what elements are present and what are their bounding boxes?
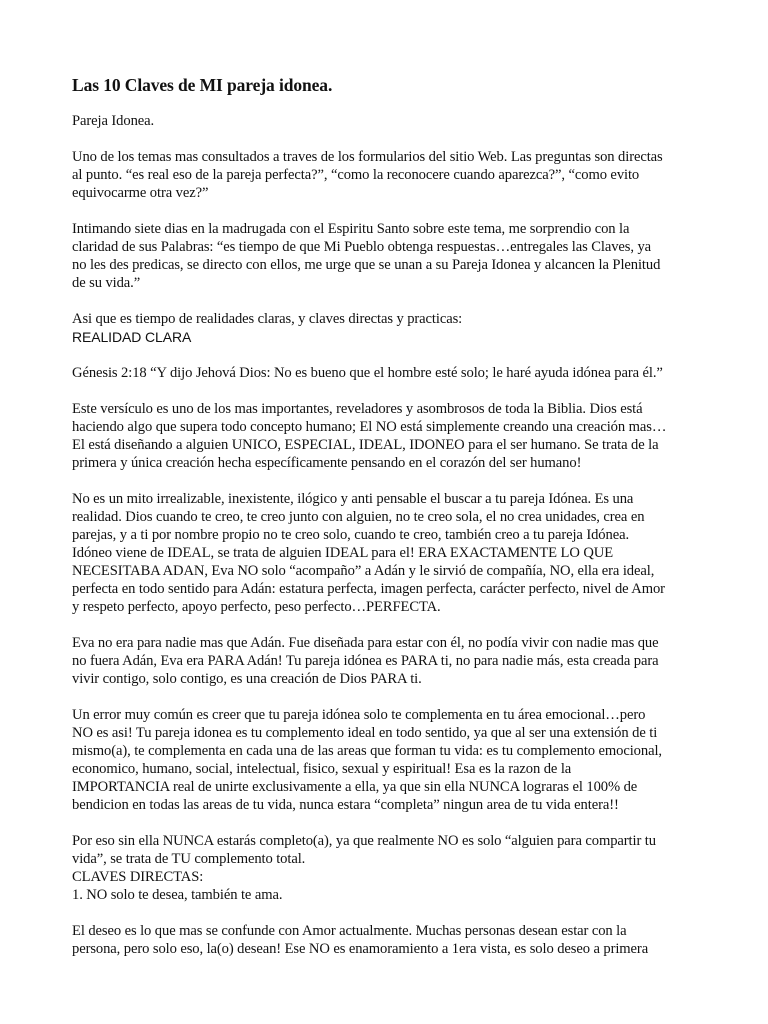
- text-line: Eva no era para nadie mas que Adán. Fue diseñada para estar con él, no podía vivir con nadie mas que: [72, 635, 659, 651]
- text-line: claridad de sus Palabras: “es tiempo de que Mi Pueblo obtenga respuestas…entregales las Claves, ya: [72, 239, 652, 255]
- text-line: Idóneo viene de IDEAL, se trata de alguien IDEAL para el! ERA EXACTAMENTE LO QUE: [72, 545, 614, 561]
- paragraph: [72, 400, 698, 472]
- text-line: vida”, se trata de TU complemento total.: [72, 851, 306, 867]
- paragraph: [72, 634, 698, 688]
- document-title: Las 10 Claves de MI pareja idonea.: [72, 75, 333, 95]
- text-line: El deseo es lo que mas se confunde con Amor actualmente. Muchas personas desean estar con la: [72, 923, 627, 939]
- text-line: Por eso sin ella NUNCA estarás completo(a), ya que realmente NO es solo “alguien para compartir tu: [72, 833, 656, 849]
- paragraph: [72, 148, 698, 202]
- text-line: haciendo algo que supera todo concepto humano; El NO está simplemente creando una creación mas…: [72, 419, 667, 435]
- text-line: equivocarme otra vez?”: [72, 185, 209, 201]
- text-line: primera y única creación hecha específicamente pensando en el corazón del ser humano!: [72, 455, 582, 471]
- text-line: El está diseñando a alguien UNICO, ESPECIAL, IDEAL, IDONEO para el ser humano. Se trata de la: [72, 437, 659, 453]
- text-line: Un error muy común es creer que tu pareja idónea solo te complementa en tu área emocional…pero: [72, 707, 646, 723]
- text-line: IMPORTANCIA real de unirte exclusivamente a ella, ya que sin ella NUNCA lograras el 100% de: [72, 779, 638, 795]
- text-line: al punto. “es real eso de la pareja perfecta?”, “como la reconocere cuando aparezca?”, “como evito: [72, 167, 640, 183]
- paragraph: [72, 832, 698, 904]
- text-line: NECESITABA ADAN, Eva NO solo “acompaño” a Adán y le sirvió de compañía, NO, ella era ideal,: [72, 563, 655, 579]
- paragraph: [72, 364, 698, 382]
- paragraph: [72, 706, 698, 814]
- text-line: Asi que es tiempo de realidades claras, y claves directas y practicas:: [72, 311, 463, 327]
- document-body: [72, 112, 698, 958]
- text-line: vivir contigo, solo contigo, es una creación de Dios PARA ti.: [72, 671, 422, 687]
- text-line: REALIDAD CLARA: [72, 329, 192, 345]
- text-line: parejas, y a ti por nombre propio no te creo solo, cuando te creo, también creo a tu pareja Idónea.: [72, 527, 630, 543]
- text-line: bendicion en todas las areas de tu vida, nunca estara “completa” ningun area de tu vida entera!!: [72, 797, 619, 813]
- text-line: NO es asi! Tu pareja idonea es tu complemento ideal en todo sentido, ya que al ser una extensión de ti: [72, 725, 658, 741]
- document-page: [72, 74, 698, 976]
- text-line: Este versículo es uno de los mas importantes, reveladores y asombrosos de toda la Biblia. Dios está: [72, 401, 643, 417]
- text-line: persona, pero solo eso, la(o) desean! Ese NO es enamoramiento a 1era vista, es solo deseo a primera: [72, 941, 649, 957]
- text-line: economico, humano, social, intelectual, fisico, sexual y espiritual! Esa es la razon de la: [72, 761, 572, 777]
- text-line: Uno de los temas mas consultados a traves de los formularios del sitio Web. Las preguntas son directas: [72, 149, 663, 165]
- text-line: y respeto perfecto, apoyo perfecto, peso perfecto…PERFECTA.: [72, 599, 441, 615]
- text-line: realidad. Dios cuando te creo, te creo junto con alguien, no te creo sola, el no crea unidades, crea en: [72, 509, 645, 525]
- text-line: mismo(a), te complementa en cada una de las areas que forman tu vida: es tu complemento emocional,: [72, 743, 662, 759]
- paragraph: [72, 112, 698, 130]
- paragraph: [72, 310, 698, 346]
- text-line: No es un mito irrealizable, inexistente, ilógico y anti pensable el buscar a tu pareja Idónea. Es una: [72, 491, 634, 507]
- text-line: CLAVES DIRECTAS:: [72, 869, 204, 885]
- paragraph: [72, 490, 698, 616]
- text-line: 1. NO solo te desea, también te ama.: [72, 887, 283, 903]
- text-line: perfecta en todo sentido para Adán: estatura perfecta, imagen perfecta, carácter perfecto, nivel de Amor: [72, 581, 665, 597]
- paragraph: [72, 220, 698, 292]
- text-line: de su vida.”: [72, 275, 141, 291]
- text-line: Pareja Idonea.: [72, 113, 155, 129]
- text-line: no les des predicas, se directo con ellos, me urge que se unan a su Pareja Idonea y alcancen la Plenitud: [72, 257, 661, 273]
- text-line: Intimando siete dias en la madrugada con el Espiritu Santo sobre este tema, me sorprendio con la: [72, 221, 630, 237]
- text-line: no fuera Adán, Eva era PARA Adán! Tu pareja idónea es PARA ti, no para nadie más, esta creada para: [72, 653, 659, 669]
- text-line: Génesis 2:18 “Y dijo Jehová Dios: No es bueno que el hombre esté solo; le haré ayuda idónea para él.”: [72, 365, 663, 381]
- paragraph: [72, 922, 698, 958]
